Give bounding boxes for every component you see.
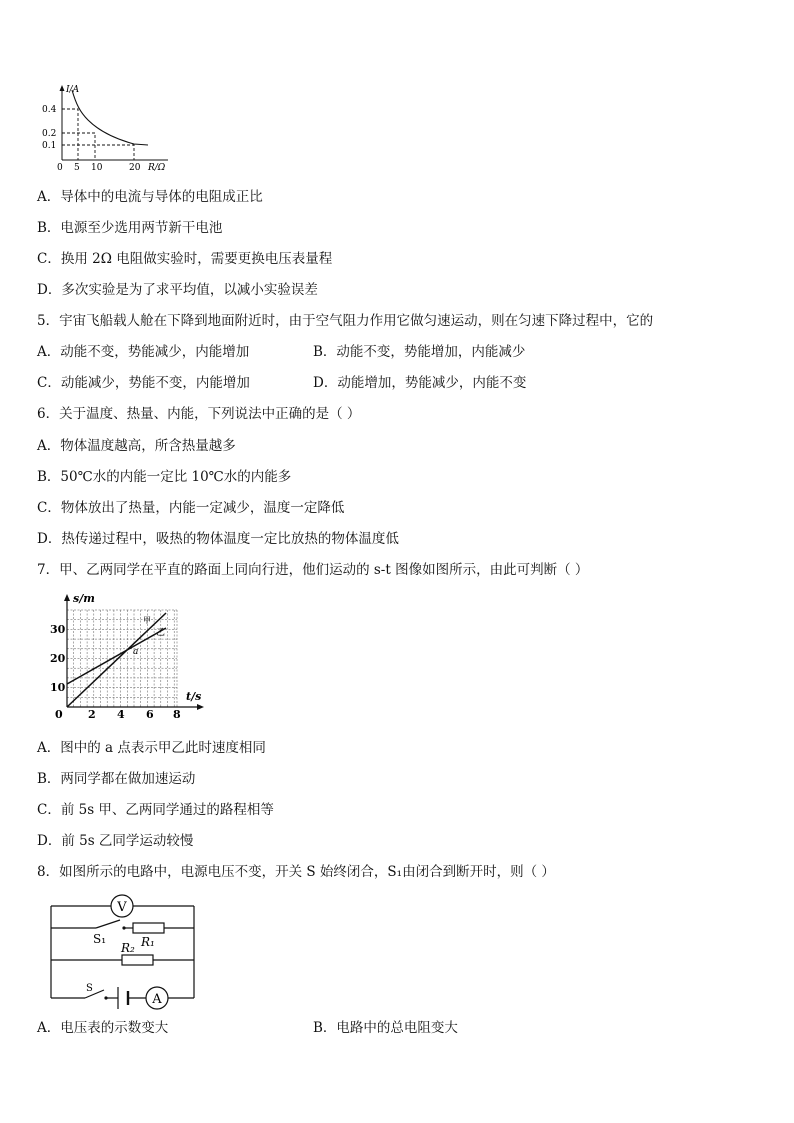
label-s: S	[86, 983, 93, 994]
label-r1: R₁	[141, 935, 155, 949]
y-axis-arrow	[60, 85, 65, 91]
switch-s-contact	[104, 996, 107, 999]
q6-stem: 6．关于温度、热量、内能，下列说法中正确的是（ ）	[37, 406, 361, 422]
q5-stem: 5．宇宙飞船载人舱在下降到地面附近时，由于空气阻力作用它做匀速运动，则在匀速下降过程中，它的	[37, 313, 654, 329]
y-axis-label: s/m	[73, 592, 95, 605]
switch-s1-contact	[122, 926, 125, 929]
q4-option-d: D．多次实验是为了求平均值，以减小实验误差	[37, 282, 318, 298]
y-tick-0-1: 0.1	[42, 141, 57, 151]
y-tick-30: 30	[50, 623, 66, 636]
q5-option-d: D．动能增加，势能减少，内能不变	[313, 375, 527, 391]
y-tick-0-4: 0.4	[42, 105, 57, 115]
label-jia: 甲	[143, 616, 151, 625]
y-axis-label: I/A	[66, 85, 80, 95]
x-tick-6: 6	[146, 708, 154, 721]
label-s1: S₁	[93, 932, 107, 946]
grid	[67, 610, 177, 707]
q4-option-a: A．导体中的电流与导体的电阻成正比	[37, 189, 263, 205]
label-r2: R₂	[121, 941, 135, 955]
x-tick-5: 5	[74, 163, 80, 173]
voltmeter-label: V	[117, 900, 127, 915]
i-r-graph	[40, 82, 180, 174]
q7-option-a: A．图中的 a 点表示甲乙此时速度相同	[37, 740, 266, 756]
y-tick-10: 10	[50, 681, 66, 694]
x-tick-4: 4	[117, 708, 125, 721]
label-yi: 乙	[156, 628, 166, 638]
x-tick-0: 0	[55, 708, 63, 721]
q6-option-a: A．物体温度越高，所含热量越多	[37, 438, 236, 454]
switch-s1-blade	[96, 920, 120, 928]
q5-option-b: B．动能不变，势能增加，内能减少	[313, 344, 526, 360]
dashed-guides	[62, 109, 134, 160]
x-axis-arrow	[197, 704, 204, 710]
q7-option-c: C．前 5s 甲、乙两同学通过的路程相等	[37, 802, 274, 818]
x-axis-label: R/Ω	[148, 163, 166, 173]
y-tick-0-2: 0.2	[42, 129, 57, 139]
q6-option-b: B．50℃水的内能一定比 10℃水的内能多	[37, 469, 292, 485]
q4-option-b: B．电源至少选用两节新干电池	[37, 220, 223, 236]
q6-option-d: D．热传递过程中，吸热的物体温度一定比放热的物体温度低	[37, 531, 399, 547]
resistor-r1	[133, 923, 164, 933]
q8-option-a: A．电压表的示数变大	[37, 1020, 169, 1036]
resistor-r2	[122, 955, 153, 965]
x-tick-10: 10	[91, 163, 103, 173]
y-axis-arrow	[64, 594, 70, 601]
q7-stem: 7．甲、乙两同学在平直的路面上同向行进，他们运动的 s-t 图像如图所示，由此可判断（ ）	[37, 562, 589, 578]
label-a: a	[133, 647, 139, 657]
ammeter-label: A	[152, 992, 162, 1007]
s-t-graph	[40, 590, 210, 722]
q4-option-c: C．换用 2Ω 电阻做实验时，需要更换电压表量程	[37, 251, 333, 267]
q8-option-b: B．电路中的总电阻变大	[313, 1020, 458, 1036]
line-jia	[67, 613, 166, 707]
q8-stem: 8．如图所示的电路中，电源电压不变，开关 S 始终闭合，S₁由闭合到断开时，则（ ）	[37, 864, 555, 880]
x-tick-0: 0	[57, 163, 63, 173]
line-yi	[67, 628, 166, 684]
circuit-diagram	[40, 890, 210, 1016]
y-tick-20: 20	[50, 652, 66, 665]
q5-option-c: C．动能减少，势能不变，内能增加	[37, 375, 250, 391]
x-tick-20: 20	[129, 163, 141, 173]
x-tick-2: 2	[88, 708, 96, 721]
q5-option-a: A．动能不变，势能减少，内能增加	[37, 344, 250, 360]
q6-option-c: C．物体放出了热量，内能一定减少，温度一定降低	[37, 500, 345, 516]
x-tick-8: 8	[173, 708, 181, 721]
q7-option-d: D．前 5s 乙同学运动较慢	[37, 833, 194, 849]
x-axis-label: t/s	[186, 690, 202, 703]
q7-option-b: B．两同学都在做加速运动	[37, 771, 196, 787]
i-r-curve	[72, 90, 148, 145]
